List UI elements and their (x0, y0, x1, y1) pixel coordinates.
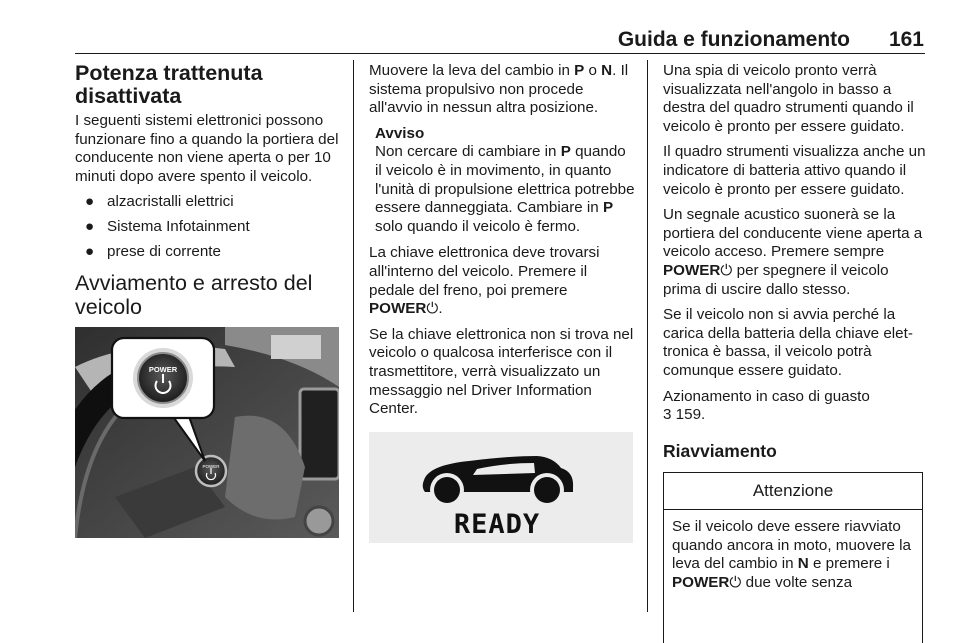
notice-text: Non cercare di cambiare in P quando il veicolo è in movimento, in quanto l'unità di propulsione elettrica potrebbe essere danneggiata. Cambiare in P solo quando il veicolo è fermo. (375, 143, 635, 235)
power-symbol-icon: ⏻ (426, 300, 439, 318)
power-button-photo (75, 327, 339, 538)
bullet-icon: ● (85, 217, 95, 235)
power-symbol-icon: ⏻ (729, 574, 742, 592)
heading-potenza-trattenuta: Potenza trattenuta disattivata (75, 61, 263, 108)
page-number: 161 (888, 28, 924, 51)
chime-paragraph: Un segnale acustico suonerà se la portiera del conducente viene aperta a veicolo acceso. Premere sempre POWER⏻ per spegnere il veicolo prima di uscire dallo stesso. (663, 206, 923, 298)
notice-title: Avviso (375, 124, 425, 142)
notice-box (369, 125, 635, 237)
column-1 (75, 62, 347, 538)
low-battery-paragraph: Se il veicolo non si avvia perché la carica della batteria della chiave elet-tronica è bassa, il veicolo potrà comunque essere guidato. (663, 306, 913, 379)
power-button-illustration (75, 327, 339, 538)
warning-text: Se il veicolo deve essere riavviato quando ancora in moto, muovere la leva del cambio in N e premere i POWER⏻ due volte senza (672, 518, 911, 592)
list-item: ● prese di corrente (85, 242, 221, 260)
key-paragraph: La chiave elettronica deve trovarsi all'interno del veicolo. Premere il pedale del freno, poi premere POWER⏻. (369, 244, 600, 318)
power-symbol-icon: ⏻ (720, 261, 733, 279)
column-divider-1 (353, 60, 354, 612)
warning-box (663, 472, 923, 643)
list-item: ● Sistema Infotainment (85, 217, 250, 235)
column-divider-2 (647, 60, 648, 612)
large-power-label: POWER (148, 365, 178, 375)
dic-paragraph: Se la chiave elettronica non si trova nel veicolo o qualcosa interferisce con il trasmettitore, verrà visualizzato un messaggio nel Driver Information Center. (369, 325, 634, 418)
intro-paragraph: I seguenti sistemi elettronici possono funzionare fino a quando la portiera del conducente non viene aperta o per 10 minuti dopo avere spento il veicolo. (75, 112, 339, 185)
bullet-icon: ● (85, 242, 95, 260)
gear-paragraph: Muovere la leva del cambio in P o N. Il sistema propulsivo non procede all'avvio in nessun altra posizione. (369, 62, 629, 117)
fault-operation-paragraph: Azionamento in caso di guasto 3 159. (663, 387, 870, 424)
bullet-icon: ● (85, 193, 95, 211)
ready-label: READY (453, 508, 541, 540)
running-header-title: Guida e funzionamento (617, 28, 850, 51)
ready-lamp-paragraph: Una spia di veicolo pronto verrà visualizzata nell'angolo in basso a destra del quadro strumenti quando il veicolo è pronto per essere guidato. (663, 62, 914, 135)
battery-indicator-paragraph: Il quadro strumenti visualizza anche un indicatore di batteria attivo quando il veicolo è pronto per essere guidato. (663, 143, 926, 198)
heading-avviamento: Avviamento e arresto del veicolo (75, 271, 313, 320)
header-rule (75, 53, 925, 54)
page-reference-link[interactable]: 159. (675, 406, 706, 424)
small-power-label: POWER (202, 464, 220, 470)
page-reference-icon: 3 (663, 406, 676, 424)
ready-indicator-figure (369, 432, 633, 543)
list-item: ● alzacristalli elettrici (85, 193, 234, 211)
ready-car-icon (369, 432, 633, 543)
systems-list (75, 193, 347, 261)
column-3 (663, 62, 929, 643)
column-2 (369, 62, 635, 543)
warning-title: Attenzione (664, 473, 922, 511)
heading-riavviamento: Riavviamento (663, 440, 777, 461)
